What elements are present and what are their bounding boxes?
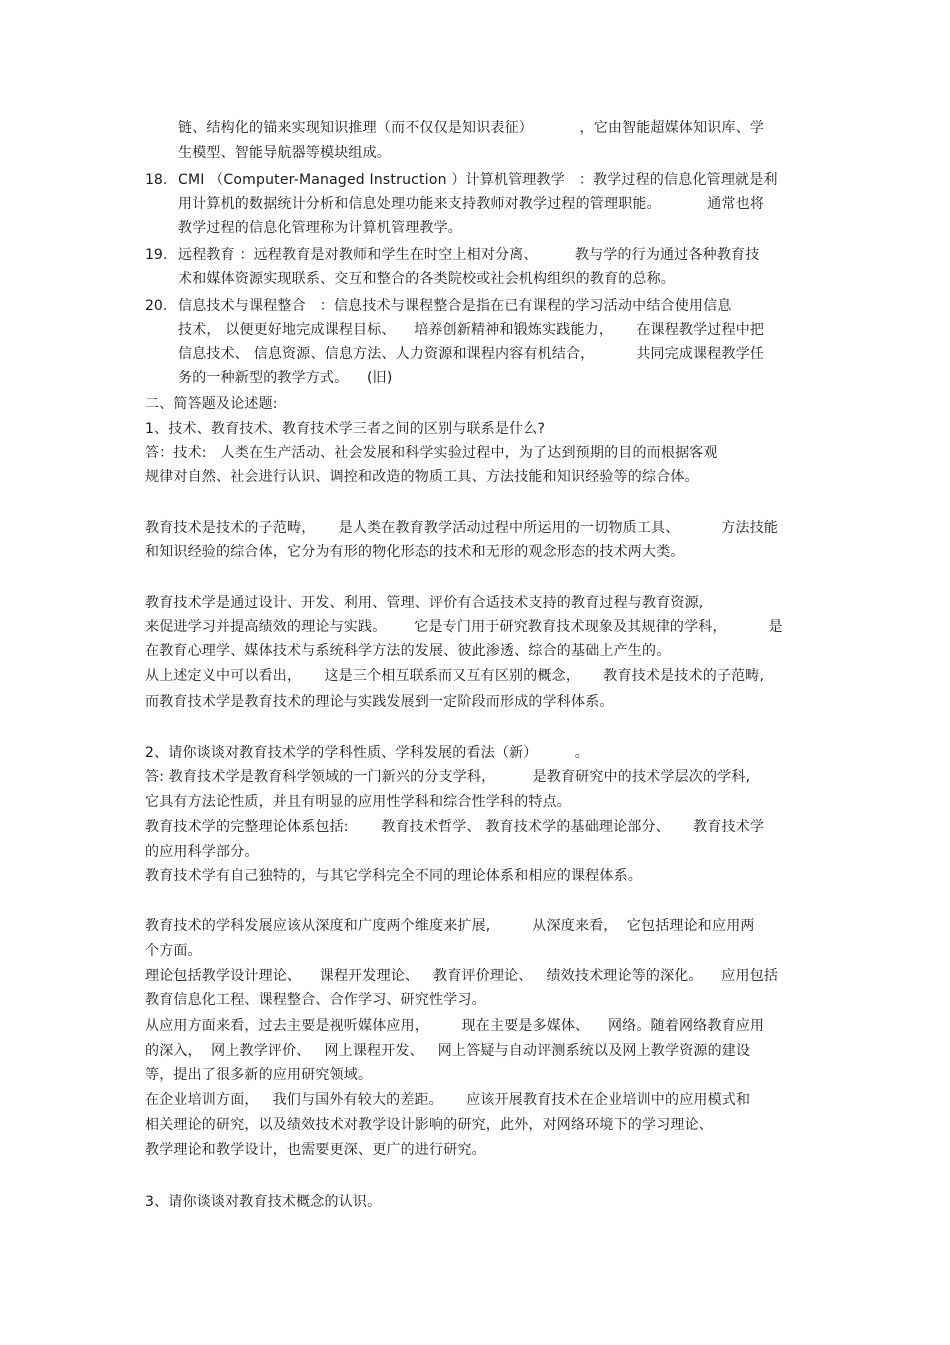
q2-question: 2、请你谈谈对教育技术学的学科性质、学科发展的看法（新） 。: [145, 745, 589, 761]
q1-p3-line-5: 而教育技术学是教育技术的理论与实践发展到一定阶段而形成的学科体系。: [145, 694, 614, 710]
q1-p3-line-2: 来促进学习并提高绩效的理论与实践。 它是专门用于研究教育技术现象及其规律的学科， 是: [145, 619, 783, 635]
item19-number: 19.: [145, 247, 168, 263]
q2-p2-line-8: 在企业培训方面， 我们与国外有较大的差距。 应该开展教育技术在企业培训中的应用模式和: [145, 1092, 751, 1108]
q2-p1-line-5: 教育技术学有自己独特的，与其它学科完全不同的理论体系和相应的课程体系。: [145, 868, 642, 884]
q2-p2-line-1: 教育技术的学科发展应该从深度和广度两个维度来扩展, 从深度来看， 它包括理论和应用两: [145, 918, 755, 934]
item20-line-2: 技术， 以便更好地完成课程目标、 培养创新精神和锻炼实践能力， 在课程教学过程中把: [178, 322, 765, 338]
q2-p1-line-3: 教育技术学的完整理论体系包括: 教育技术哲学、 教育技术学的基础理论部分、 教育技术学: [145, 819, 765, 835]
q1-p1-line-1: 答：技术: 人类在生产活动、社会发展和科学实验过程中，为了达到预期的目的而根据客观: [145, 445, 718, 461]
item20-line-3: 信息技术、 信息资源、信息方法、人力资源和课程内容有机结合， 共同完成课程教学任: [178, 346, 765, 362]
item18-line-2: 用计算机的数据统计分析和信息处理功能来支持教师对教学过程的管理职能。 通常也将: [178, 196, 765, 212]
q2-p1-line-1: 答: 教育技术学是教育科学领域的一门新兴的分支学科， 是教育研究中的技术学层次的学科,: [145, 769, 751, 785]
q2-p2-line-4: 教育信息化工程、课程整合、合作学习、研究性学习。: [145, 992, 486, 1008]
item20-number: 20.: [145, 298, 168, 314]
q2-p2-line-3: 理论包括教学设计理论、 课程开发理论、 教育评价理论、 绩效技术理论等的深化。 应用包括: [145, 968, 779, 984]
q1-question: 1、技术、教育技术、教育技术学三者之间的区别与联系是什么?: [145, 421, 546, 437]
q2-p2-line-6: 的深入， 网上教学评价、 网上课程开发、 网上答疑与自动评测系统以及网上教学资源的建设: [145, 1043, 751, 1059]
item18-line-1: CMI （Computer-Managed Instruction ）计算机管理教学 ：教学过程的信息化管理就是利: [178, 172, 778, 188]
item20-line-1: 信息技术与课程整合 ：信息技术与课程整合是指在已有课程的学习活动中结合使用信息: [178, 298, 732, 314]
q1-p1-line-2: 规律对自然、社会进行认识、调控和改造的物质工具、方法技能和知识经验等的综合体。: [145, 469, 699, 485]
q1-p2-line-1: 教育技术是技术的子范畴， 是人类在教育教学活动过程中所运用的一切物质工具、 方法技能: [145, 520, 779, 536]
q2-p1-line-4: 的应用科学部分。: [145, 844, 259, 860]
q2-p1-line-2: 它具有方法论性质，并且有明显的应用性学科和综合性学科的特点。: [145, 794, 571, 810]
q2-p2-line-2: 个方面。: [145, 943, 202, 959]
item17-line-2: 生模型、智能导航器等模块组成。: [178, 145, 391, 161]
q1-p3-line-1: 教育技术学是通过设计、开发、利用、管理、评价有合适技术支持的教育过程与教育资源,: [145, 595, 704, 611]
q2-p2-line-9: 相关理论的研究，以及绩效技术对教学设计影响的研究，此外，对网络环境下的学习理论、: [145, 1117, 713, 1133]
section-heading: 二、简答题及论述题:: [145, 396, 278, 412]
q2-p2-line-10: 教学理论和教学设计，也需要更深、更广的进行研究。: [145, 1142, 486, 1158]
q1-p3-line-3: 在教育心理学、媒体技术与系统科学方法的发展、彼此渗透、综合的基础上产生的。: [145, 643, 671, 659]
q1-p3-line-4: 从上述定义中可以看出， 这是三个相互联系而又互有区别的概念， 教育技术是技术的子范畴,: [145, 668, 765, 684]
q1-p2-line-2: 和知识经验的综合体，它分为有形的物化形态的技术和无形的观念形态的技术两大类。: [145, 544, 685, 560]
q2-p2-line-7: 等，提出了很多新的应用研究领域。: [145, 1067, 373, 1083]
item19-line-2: 术和媒体资源实现联系、交互和整合的各类院校或社会机构组织的教育的总称。: [178, 271, 675, 287]
item17-line-1: 链、结构化的锚来实现知识推理（而不仅仅是知识表征） ，它由智能超媒体知识库、学: [178, 120, 765, 136]
item20-line-4: 务的一种新型的教学方式。 (旧): [178, 370, 393, 386]
q3-question: 3、请你谈谈对教育技术概念的认识。: [145, 1194, 382, 1210]
item18-line-3: 教学过程的信息化管理称为计算机管理教学。: [178, 220, 462, 236]
item18-number: 18.: [145, 172, 168, 188]
item19-line-1: 远程教育 ：远程教育是对教师和学生在时空上相对分离、 教与学的行为通过各种教育技: [178, 247, 760, 263]
q2-p2-line-5: 从应用方面来看，过去主要是视听媒体应用， 现在主要是多媒体、 网络。随着网络教育应用: [145, 1018, 765, 1034]
